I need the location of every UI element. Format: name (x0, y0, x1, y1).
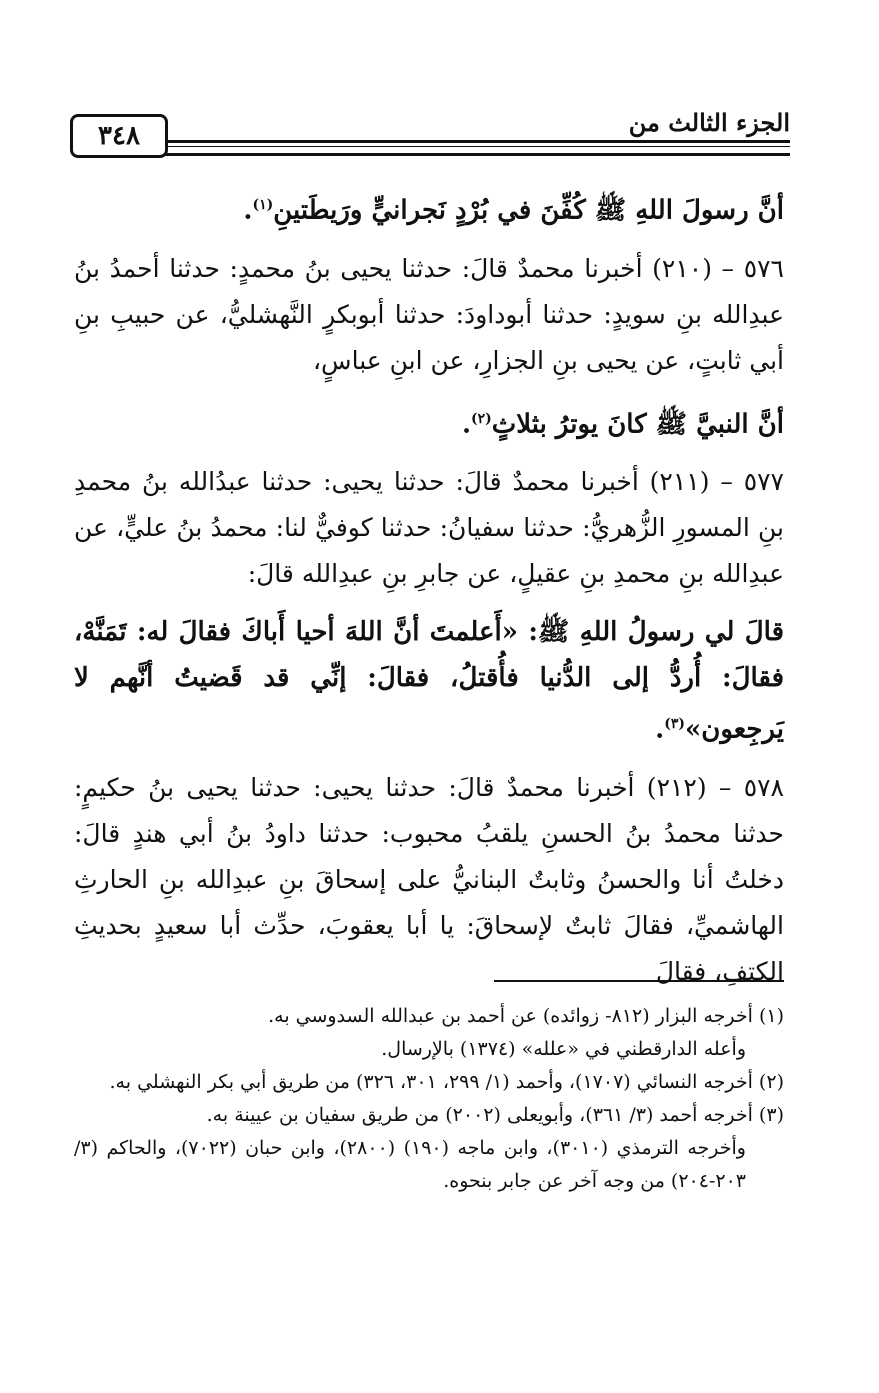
hadith-text: أنَّ رسولَ اللهِ ﷺ كُفِّنَ في بُرْدٍ نَجرانيٍّ ورَيطَتينِ$^{(١)}$. (243, 195, 784, 226)
footnote-1-cont: وأعله الدارقطني في «علله» (١٣٧٤) بالإرسال. (381, 1038, 746, 1060)
isnad-paragraph: ٥٧٨ – (٢١٢) أخبرنا محمدٌ قالَ: حدثنا يحيى: حدثنا يحيى بنُ حكيمٍ: حدثنا محمدُ بنُ الحسنِ يلقبُ محبوب: حدثنا داودُ بنُ أبي هندٍ قالَ: دخلتُ أنا والحسنُ وثابتٌ البنانيُّ على إسحاقَ بنِ عبدِالله بنِ الحارثِ الهاشميِّ، فقالَ ثابتٌ لإسحاقَ: يا أبا يعقوبَ، حدِّث أبا سعيدٍ بحديثِ الكتفِ، فقالَ (74, 772, 784, 986)
footnote-3-cont: وأخرجه الترمذي (٣٠١٠)، وابن ماجه (١٩٠) (٢٨٠٠)، وابن حبان (٧٠٢٢)، والحاكم (٣/ ٢٠٣-٢٠٤) من وجه آخر عن جابر بنحوه. (74, 1137, 746, 1192)
hadith-text: أنَّ النبيَّ ﷺ كانَ يوترُ بثلاثٍ$^{(٢)}$. (461, 409, 784, 440)
isnad-paragraph: ٥٧٦ – (٢١٠) أخبرنا محمدٌ قالَ: حدثنا يحيى بنُ محمدٍ: حدثنا أحمدُ بنُ عبدِالله بنِ سويدٍ: حدثنا أبوداودَ: حدثنا أبوبكرٍ النَّهشليُّ، عن حبيبِ بنِ أبي ثابتٍ، عن يحيى بنِ الجزارِ، عن ابنِ عباسٍ، (74, 253, 784, 375)
footnote-ref: (٢) (471, 410, 492, 427)
footnote-separator (494, 980, 784, 982)
hadith-matn: أنَّ رسولَ اللهِ ﷺ كُفِّنَ في بُرْدٍ نَجرانيٍّ ورَيطَتينِ (273, 195, 784, 226)
hadith-matn: قالَ لي رسولُ اللهِ ﷺ: «أَعلمتَ أنَّ اللهَ أحيا أَباكَ فقالَ له: تَمَنَّهْ، فقالَ: أُردُّ إلى الدُّنيا فأُقتلُ، فقالَ: إنِّي قد قَضيتُ أنَّهم لا يَرجِعون» (74, 617, 784, 745)
header-rule (160, 140, 790, 156)
footnote-3: (٣) أخرجه أحمد (٣/ ٣٦١)، وأبويعلى (٢٠٠٢) من طريق سفيان بن عيينة به. (206, 1104, 784, 1126)
running-title: الجزء الثالث من (628, 108, 790, 137)
footnote-ref: (١) (252, 197, 274, 213)
footnote-2: (٢) أخرجه النسائي (١٧٠٧)، وأحمد (١/ ٢٩٩، ٣٠١، ٣٢٦) من طريق أبي بكر النهشلي به. (109, 1071, 784, 1093)
footnotes (74, 1000, 784, 1198)
isnad-paragraph: ٥٧٧ – (٢١١) أخبرنا محمدٌ قالَ: حدثنا يحيى: حدثنا عبدُالله بنُ محمدِ بنِ المسورِ الزُّهريُّ: حدثنا سفيانُ: حدثنا كوفيٌّ لنا: محمدُ بنُ عليٍّ، عن عبدِالله بنِ محمدِ بنِ عقيلٍ، عن جابرِ بنِ عبدِالله قالَ: (74, 467, 784, 589)
footnote-1: (١) أخرجه البزار (٨١٢- زوائده) عن أحمد بن عبدالله السدوسي به. (268, 1005, 784, 1027)
page-number: ٣٤٨ (70, 114, 168, 158)
hadith-matn: أنَّ النبيَّ ﷺ كانَ يوترُ بثلاثٍ (491, 409, 784, 440)
footnote-ref: (٣) (664, 716, 686, 733)
main-text (74, 182, 784, 1007)
page-header (70, 108, 790, 158)
hadith-text: قالَ لي رسولُ اللهِ ﷺ: «أَعلمتَ أنَّ اللهَ أحيا أَباكَ فقالَ له: تَمَنَّهْ، فقالَ: أُردُّ إلى الدُّنيا فأُقتلُ، فقالَ: إنِّي قد قَضيتُ أنَّهم لا يَرجِعون»$^{(٣)}$. (74, 617, 784, 745)
